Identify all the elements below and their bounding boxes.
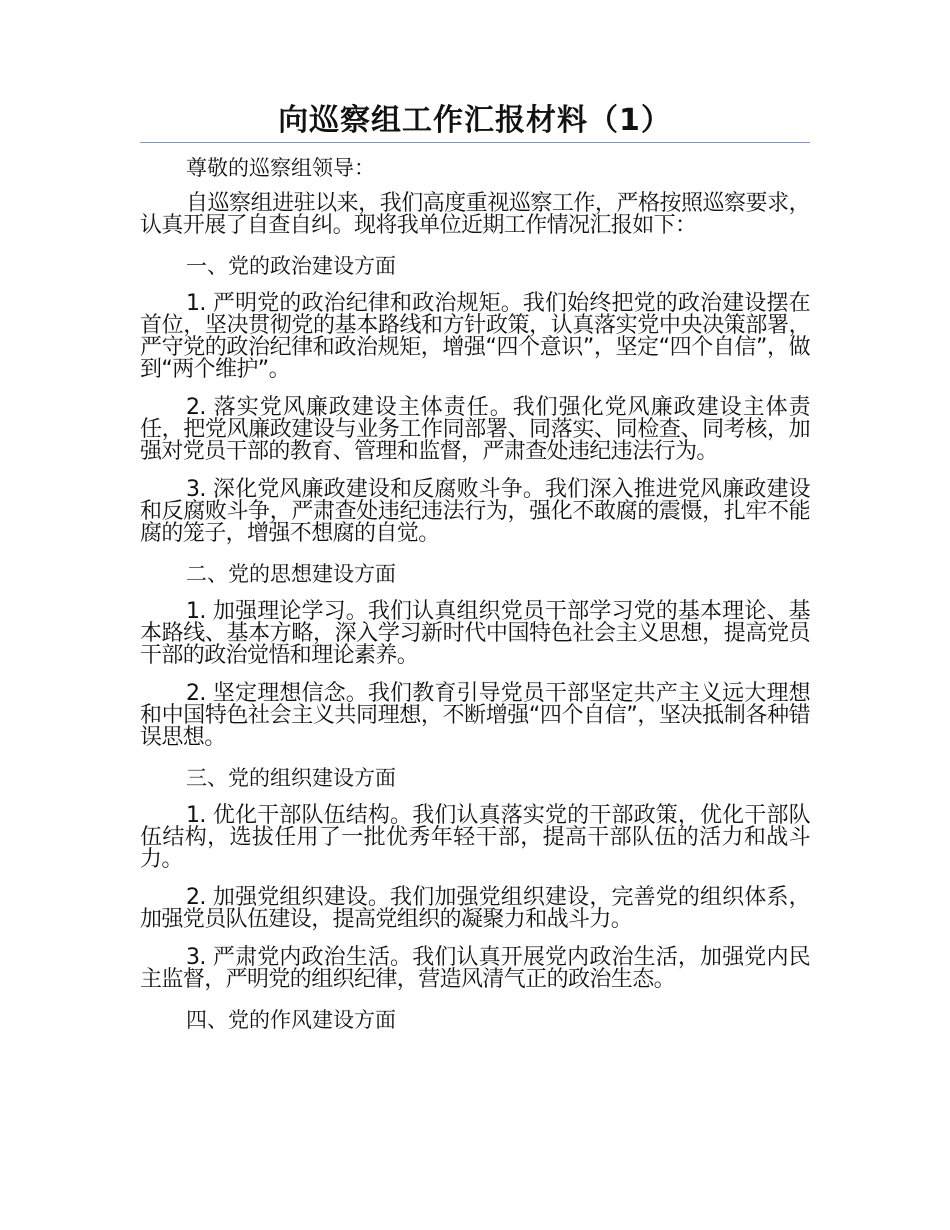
document-page: [140, 100, 810, 1047]
section-organizational-item-1: 1. 优化干部队伍结构。我们认真落实党的干部政策，优化干部队伍结构，选拔任用了一批优秀年轻干部，提高干部队伍的活力和战斗力。: [140, 803, 810, 872]
section-political-item-1: 1. 严明党的政治纪律和政治规矩。我们始终把党的政治建设摆在首位，坚决贯彻党的基本路线和方针政策，认真落实党中央决策部署，严守党的政治纪律和政治规矩，增强“四个意识”，坚定“四个自信”，做到“两个维护”。: [140, 291, 810, 382]
intro-paragraph: 自巡察组进驻以来，我们高度重视巡察工作，严格按照巡察要求，认真开展了自查自纠。现将我单位近期工作情况汇报如下：: [140, 191, 810, 238]
section-organizational-item-3: 3. 严肃党内政治生活。我们认真开展党内政治生活，加强党内民主监督，严明党的组织纪律，营造风清气正的政治生态。: [140, 945, 810, 992]
section-heading-ideological: 二、党的思想建设方面: [186, 562, 396, 586]
section-heading-political: 一、党的政治建设方面: [186, 254, 396, 278]
section-organizational-item-2: 2. 加强党组织建设。我们加强党组织建设，完善党的组织体系，加强党员队伍建设，提高党组织的凝聚力和战斗力。: [140, 885, 810, 932]
section-ideological-item-1: 1. 加强理论学习。我们认真组织党员干部学习党的基本理论、基本路线、基本方略，深入学习新时代中国特色社会主义思想，提高党员干部的政治觉悟和理论素养。: [140, 599, 810, 668]
section-ideological-item-2: 2. 坚定理想信念。我们教育引导党员干部坚定共产主义远大理想和中国特色社会主义共同理想，不断增强“四个自信”，坚决抵制各种错误思想。: [140, 681, 810, 750]
salutation: 尊敬的巡察组领导：: [186, 156, 375, 180]
section-political-item-2: 2. 落实党风廉政建设主体责任。我们强化党风廉政建设主体责任，把党风廉政建设与业务工作同部署、同落实、同检查、同考核，加强对党员干部的教育、管理和监督，严肃查处违纪违法行为。: [140, 395, 810, 464]
section-heading-organizational: 三、党的组织建设方面: [186, 766, 396, 790]
section-heading-conduct: 四、党的作风建设方面: [186, 1008, 396, 1032]
section-political-item-3: 3. 深化党风廉政建设和反腐败斗争。我们深入推进党风廉政建设和反腐败斗争，严肃查处违纪违法行为，强化不敢腐的震慑，扎牢不能腐的笼子，增强不想腐的自觉。: [140, 477, 810, 546]
document-title: 向巡察组工作汇报材料（1）: [140, 100, 810, 143]
